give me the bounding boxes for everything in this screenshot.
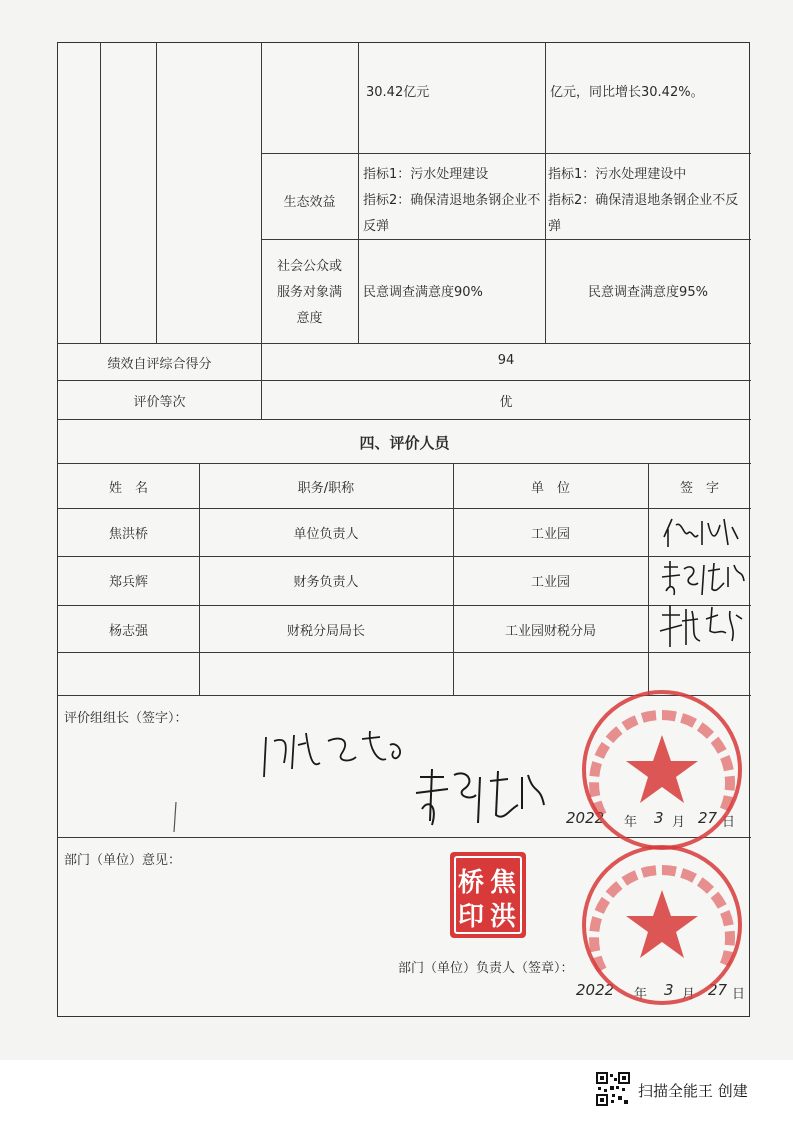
person-name: 郑兵辉 [108, 575, 148, 590]
signature-zheng [658, 557, 750, 601]
header-signature: 签 字 [679, 481, 719, 496]
row-line [58, 419, 751, 420]
ecology-target-line1: 指标1：污水处理建设 [363, 167, 489, 182]
score-value: 94 [497, 353, 515, 368]
leader-date-month-char: 月 [672, 815, 686, 830]
col-line [156, 43, 157, 343]
revenue-actual: 亿元，同比增长30.42%。 [550, 85, 704, 100]
header-unit: 单 位 [530, 481, 570, 496]
dept-date-day-char: 日 [732, 987, 746, 1002]
person-unit: 工业园 [530, 575, 570, 590]
person-title: 财务负责人 [293, 575, 359, 590]
seal-char: 桥 [458, 868, 485, 898]
signature-leader [258, 723, 428, 783]
dept-date-year: 2022 [576, 981, 615, 999]
signature-jiao [658, 511, 746, 551]
section-title: 四、评价人员 [359, 434, 450, 452]
grade-label: 评价等次 [133, 395, 186, 410]
person-unit: 工业园 [530, 527, 570, 542]
ecology-actual-line2: 指标2：确保清退地条钢企业不反 [548, 193, 739, 208]
satisfaction-label-line3: 意度 [296, 311, 323, 326]
col-line [100, 43, 101, 343]
dept-sign-label: 部门（单位）负责人（签章）： [398, 961, 574, 976]
leader-date-month: 3 [654, 809, 664, 827]
header-title: 职务/职称 [297, 481, 355, 496]
qr-code-icon [596, 1072, 630, 1106]
personal-seal-icon [450, 852, 526, 938]
dept-date-year-char: 年 [634, 987, 648, 1002]
score-label: 绩效自评综合得分 [107, 357, 212, 372]
ecology-actual-line3: 弹 [548, 219, 562, 234]
signature-yang [656, 601, 746, 651]
seal-char: 焦 [490, 868, 517, 898]
col-line [358, 43, 359, 343]
row-line [261, 239, 751, 240]
leader-date-year: 2022 [566, 809, 605, 827]
person-unit: 工业园财税分局 [504, 624, 596, 639]
header-name: 姓 名 [108, 481, 148, 496]
person-name: 焦洪桥 [108, 527, 148, 542]
leader-date-day: 27 [698, 809, 718, 827]
ecology-actual-line1: 指标1：污水处理建设中 [548, 167, 687, 182]
pen-mark [170, 798, 184, 838]
leader-date-year-char: 年 [624, 815, 638, 830]
seal-char: 印 [458, 902, 485, 932]
signature-zheng-large [410, 765, 550, 835]
revenue-target: 30.42亿元 [366, 85, 430, 100]
official-seal-icon [572, 685, 752, 855]
row-line [58, 343, 751, 344]
dept-date-month: 3 [664, 981, 674, 999]
col-line [648, 463, 649, 695]
ecology-label: 生态效益 [283, 195, 336, 210]
ecology-target-line3: 反弹 [363, 219, 390, 234]
person-title: 财税分局局长 [286, 624, 365, 639]
official-seal-icon [572, 840, 752, 1010]
ecology-target-line2: 指标2：确保清退地条钢企业不 [363, 193, 541, 208]
dept-date-day: 27 [708, 981, 728, 999]
footer-text: 扫描全能王 创建 [638, 1082, 748, 1100]
scanner-footer [0, 1060, 793, 1122]
dept-date-month-char: 月 [682, 987, 696, 1002]
person-title: 单位负责人 [293, 527, 359, 542]
person-name: 杨志强 [108, 624, 148, 639]
grade-value: 优 [499, 395, 513, 410]
satisfaction-target: 民意调查满意度90% [363, 285, 483, 300]
leader-label: 评价组组长（签字）： [64, 711, 188, 726]
dept-label: 部门（单位）意见： [64, 853, 182, 868]
seal-char: 洪 [490, 902, 517, 932]
satisfaction-label-line1: 社会公众或 [276, 259, 342, 274]
satisfaction-actual: 民意调查满意度95% [588, 285, 708, 300]
leader-date-day-char: 日 [722, 815, 736, 830]
row-line [58, 380, 751, 381]
row-line [261, 153, 751, 154]
satisfaction-label-line2: 服务对象满 [276, 285, 342, 300]
